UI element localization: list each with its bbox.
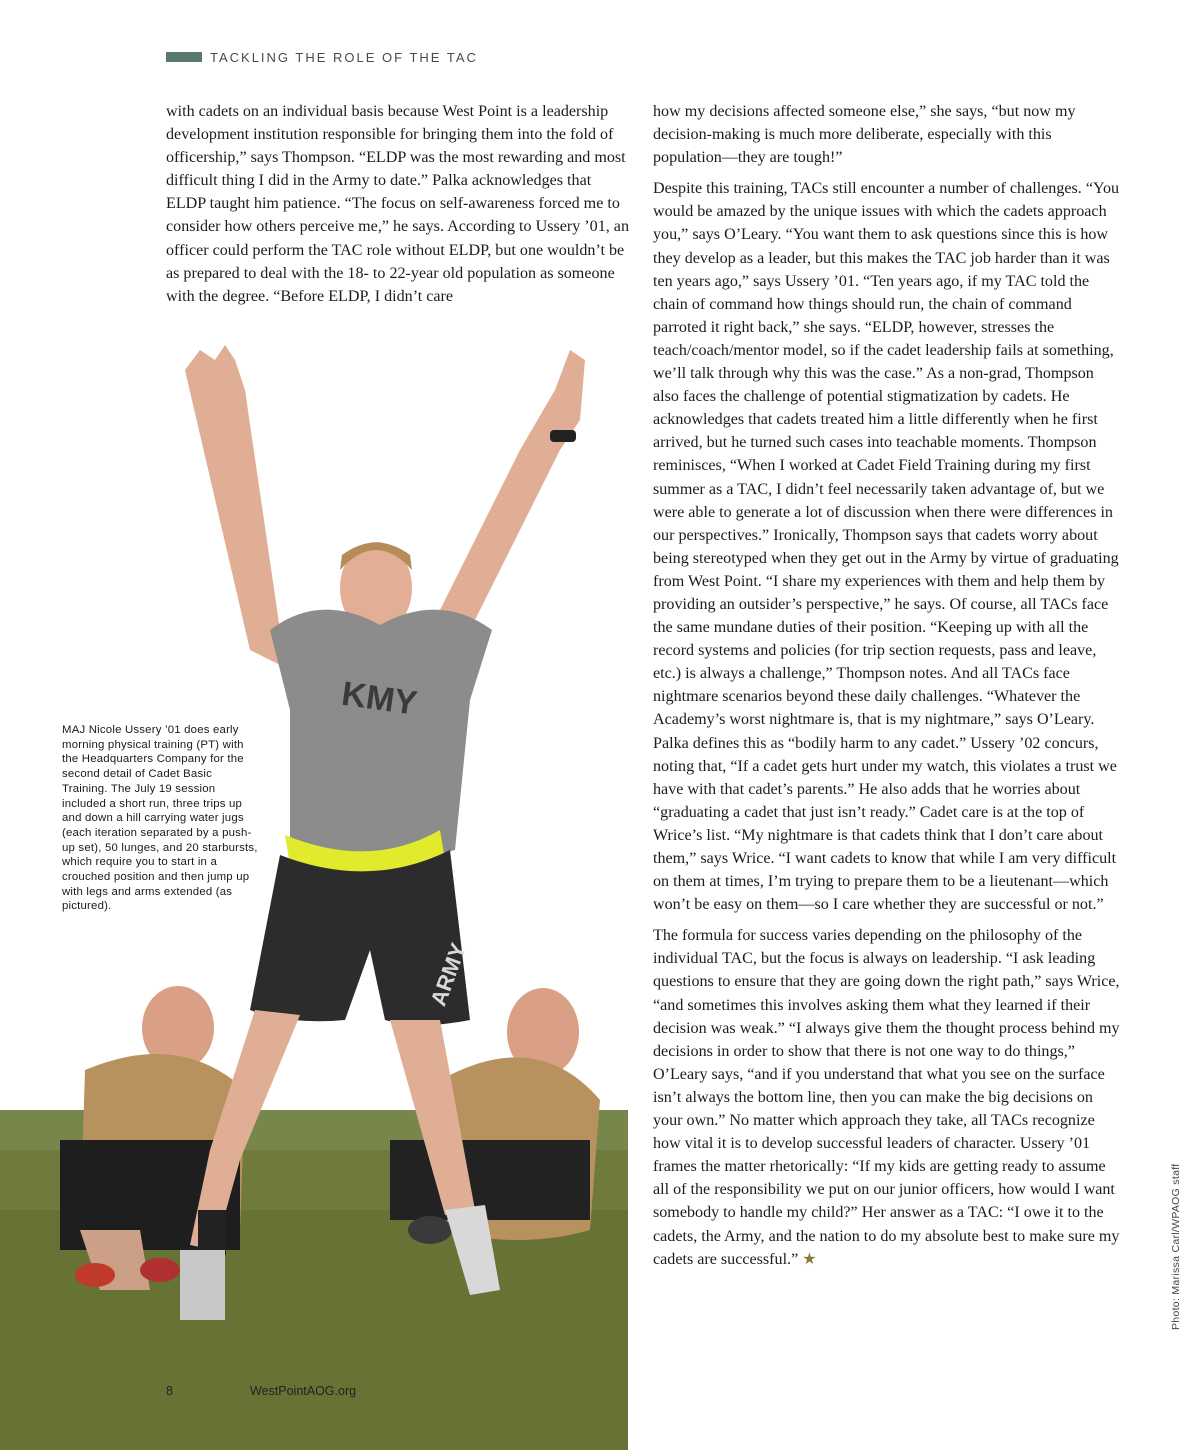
- shorts-lettering: ARMY: [425, 939, 472, 1010]
- footer-site: WestPointAOG.org: [250, 1384, 357, 1398]
- page-number: 8: [166, 1384, 173, 1398]
- header-accent-bar: [166, 52, 202, 62]
- shirt-lettering: KMY: [339, 674, 420, 723]
- section-title: TACKLING THE ROLE OF THE TAC: [210, 49, 478, 65]
- right-column-text: [653, 100, 1123, 1279]
- paragraph-text: The formula for success varies depending on the philosophy of the individual TAC, but the focus is always on leadership. “I ask leading questions to ensure that they are going down the right path,” says Wrice, “and sometimes this involves asking them what they learned if their decision was weak.” “I always give them the thought process behind my decisions in order to show that there is not one way to do things,” O’Leary says, “and if you understand that what you see on the surface isn’t always the bottom line, then you can make the big decisions on your own.” No matter which approach they take, all TACs recognize how vital it is to develop successful leaders of character. Ussery ’01 frames the matter rhetorically: “If my kids are getting ready to assume all of the responsibility we put on our junior officers, how would I want somebody to handle my child?” Her answer as a TAC: “I owe it to the cadets, the Army, and the nation to do my absolute best to make sure my cadets are successful.”: [653, 927, 1120, 1268]
- left-column-text: [166, 100, 632, 316]
- paragraph: how my decisions affected someone else,” she says, “but now my decision-making is much more deliberate, especially with this population—they are tough!”: [653, 103, 1076, 167]
- paragraph: with cadets on an individual basis because West Point is a leadership development institution responsible for bringing them into the fold of officership,” says Thompson. “ELDP was the most rewarding and most difficult thing I did in the Army to date.” Palka acknowledges that ELDP taught him patience. “The focus on self-awareness forced me to consider how others perceive me,” he says. According to Ussery ’01, an officer could perform the TAC role without ELDP, but one wouldn’t be as prepared to deal with the 18- to 22-year old population as someone with the degree. “Before ELDP, I didn’t care: [166, 103, 630, 305]
- photo-credit: Photo: Marissa Carl/WPAOG staff: [1170, 1163, 1182, 1330]
- paragraph: Despite this training, TACs still encounter a number of challenges. “You would be amazed by the unique issues with which the cadets approach you,” says O’Leary. “You want them to ask questions since this is how they develop as a leader, but this makes the TAC job harder than it was ten years ago,” says Ussery ’01. “Ten years ago, if my TAC told the chain of command how things should run, the chain of command parroted it right back,” she says. “ELDP, however, stresses the teach/coach/mentor model, so if the cadet leadership fails at something, we’ll talk through why this was the case.” As a non-grad, Thompson also faces the challenge of potential stigmatization by cadets. He acknowledges that cadets treated him a little differently when he first arrived, but he turned such cases into teachable moments. Thompson reminisces, “When I worked at Cadet Field Training during my first summer as a TAC, I didn’t feel necessarily taken advantage of, but we were able to generate a lot of discussion when there were differences in our perspectives.” Ironically, Thompson says that cadets worry about being stereotyped when they get out in the Army by virtue of graduating from West Point. “I share my experiences with them and help them by providing an outsider’s perspective,” he says. Of course, all TACs face the same mundane duties of their position. “Keeping up with all the record systems and policies (for trip section requests, pass and leave, etc.) is always a challenge,” Thompson notes. And all TACs face nightmare scenarios beyond these daily challenges. “Whatever the Academy’s worst nightmare is, that is my nightmare,” says O’Leary. Palka defines this as “bodily harm to any cadet.” Ussery ’02 concurs, noting that, “If a cadet gets hurt under my watch, this violates a trust we have with that cadet’s parents.” He also adds that he worries about “graduating a cadet that just isn’t ready.” Cadet care is at the top of Wrice’s list. “My nightmare is that cadets think that I don’t care about them,” says Wrice. “I want cadets to know that while I am very difficult on them at times, I’m trying to prepare them to be a lieutenant—which won’t be easy on them—so I care whether they are successful or not.”: [653, 180, 1120, 914]
- paragraph: [653, 924, 1123, 1270]
- end-mark-star-icon: ★: [802, 1250, 817, 1268]
- photo-caption: MAJ Nicole Ussery ’01 does early morning physical training (PT) with the Headquarters Company for the second detail of Cadet Basic Training. The July 19 session included a short run, three trips up and down a hill carrying water jugs (each iteration separated by a push-up set), 50 lunges, and 20 starbursts, which require you to start in a crouched position and then jump up with legs and arms extended (as pictured).: [62, 724, 258, 913]
- section-header: [166, 48, 478, 66]
